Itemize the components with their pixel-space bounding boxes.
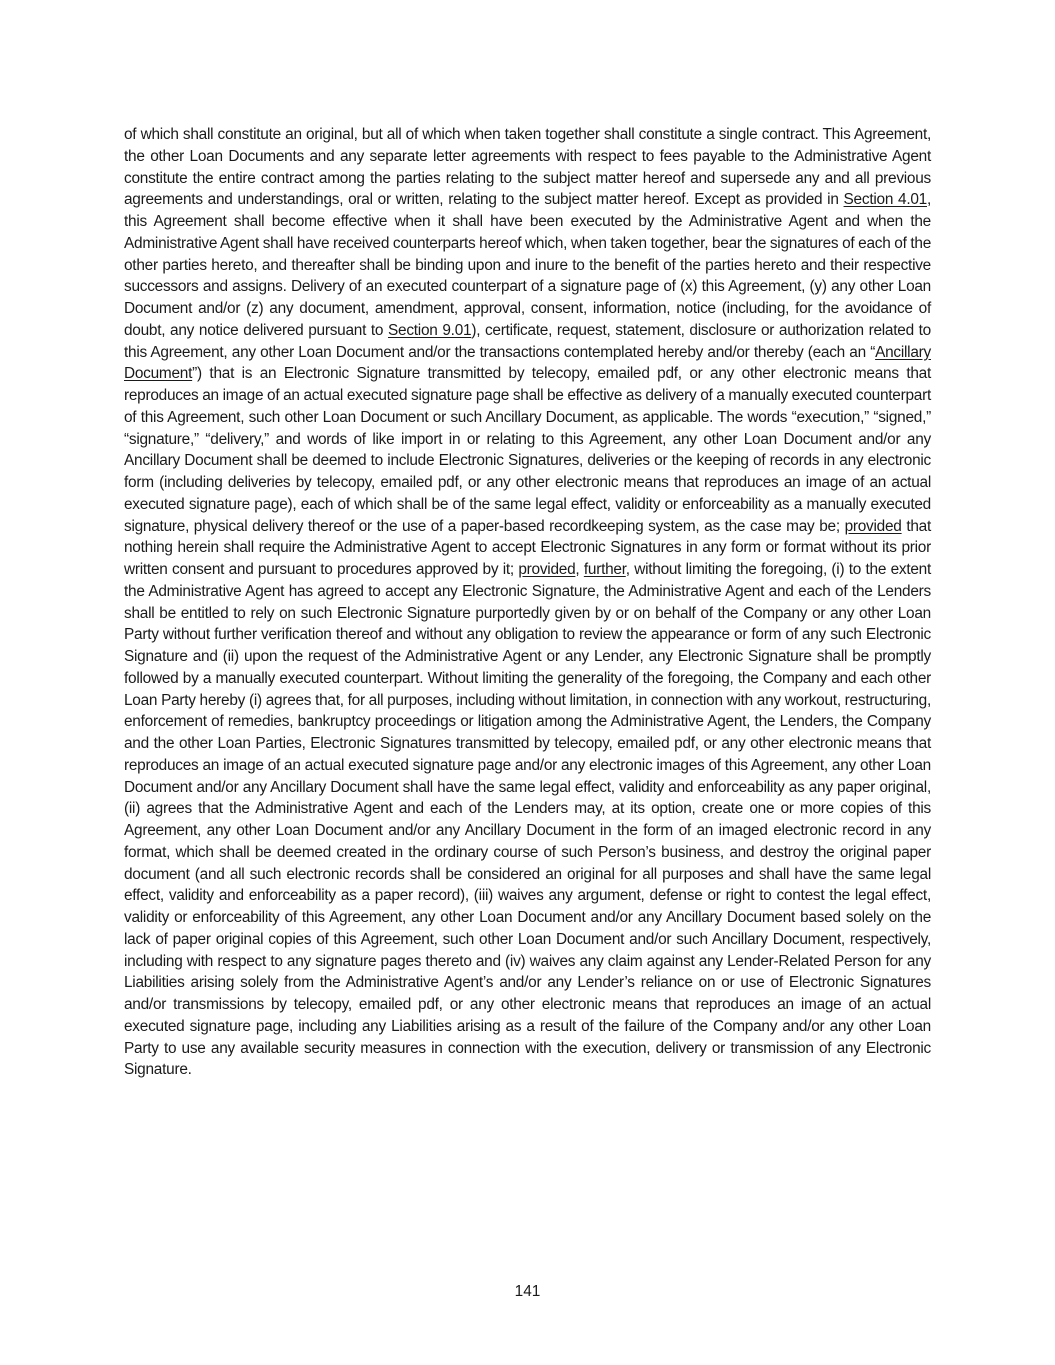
- emphasis-further: further: [583, 561, 626, 578]
- cross-reference-section-9-01: Section 9.01: [388, 321, 472, 339]
- defined-term-ancillary-document: Ancillary Document: [124, 343, 931, 383]
- paragraph-text: , this Agreement shall become effective when it shall have been executed by the Administrative Agent and when the Administrative Agent shall have received counterparts hereof which, when taken together, bear the signatures of each of the other parties hereto, and thereafter shall be binding upon and inure to the benefit of the parties hereto and their respective successors and assigns. Delivery of an executed counterpart of a signature page of (x) this Agreement, (y) any other Loan Document and/or (z) any document, amendment, approval, consent, information, notice (including, for the avoidance of doubt, any notice delivered pursuant to: [124, 191, 931, 339]
- body-paragraph: [124, 124, 931, 1081]
- paragraph-text: , without limiting the foregoing, (i) to the extent the Administrative Agent has agreed to accept any Electronic Signature, the Administrative Agent and each of the Lenders shall be entitled to rely on such Electronic Signature purportedly given by or on behalf of the Company or any other Loan Party without further verification thereof and without any obligation to review the appearance or form of any such Electronic Signature and (ii) upon the request of the Administrative Agent or any Lender, any Electronic Signature shall be promptly followed by a manually executed counterpart. Without limiting the generality of the foregoing, the Company and each other Loan Party hereby (i) agrees that, for all purposes, including without limitation, in connection with any workout, restructuring, enforcement of remedies, bankruptcy proceedings or litigation among the Administrative Agent, the Lenders, the Company and the other Loan Parties, Electronic Signatures transmitted by telecopy, emailed pdf, or any other electronic means that reproduces an image of an actual executed signature page and/or any electronic images of this Agreement, any other Loan Document and/or any Ancillary Document shall have the same legal effect, validity and enforceability as any paper original, (ii) agrees that the Administrative Agent and each of the Lenders may, at its option, create one or more copies of this Agreement, any other Loan Document and/or any Ancillary Document in the form of an imaged electronic record in any format, which shall be deemed created in the ordinary course of such Person’s business, and destroy the original paper document (and all such electronic records shall be considered an original for all purposes and shall have the same legal effect, validity and enforceability as a paper record), (iii) waives any argument, defense or right to contest the legal effect, validity or enforceability of this Agreement, any other Loan Document and/or any Ancillary Document based solely on the lack of paper original copies of this Agreement, such other Loan Document and/or such Ancillary Document, respectively, including with respect to any signature pages thereto and (iv) waives any claim against any Lender-Related Person for any Liabilities arising solely from the Administrative Agent’s and/or any Lender’s reliance on or use of Electronic Signatures and/or transmissions by telecopy, emailed pdf, or any other electronic means that reproduces an image of an actual executed signature page, including any Liabilities arising as a result of the failure of the Company and/or any other Loan Party to use any available security measures in connection with the execution, delivery or transmission of any Electronic Signature.: [124, 561, 931, 1079]
- cross-reference-section-4-01: Section 4.01: [843, 191, 927, 209]
- page-number: 141: [514, 1283, 541, 1300]
- emphasis-provided: provided: [518, 561, 576, 578]
- paragraph-text: ,: [575, 561, 584, 578]
- emphasis-provided: provided: [844, 517, 902, 535]
- paragraph-text: of which shall constitute an original, but all of which when taken together shall constitute a single contract. This Agreement, the other Loan Documents and any separate letter agreements with respect to fees payable to the Administrative Agent constitute the entire contract among the parties relating to the subject matter hereof and supersede any and all previous agreements and understandings, oral or written, relating to the subject matter hereof. Except as provided in: [124, 126, 931, 209]
- paragraph-text: that nothing herein shall require the Administrative Agent to accept Electronic Signatures in any form or format without its prior written consent and pursuant to procedures approved by it;: [124, 517, 931, 578]
- paragraph-text: ”) that is an Electronic Signature transmitted by telecopy, emailed pdf, or any other electronic means that reproduces an image of an actual executed signature page shall be effective as delivery of a manually executed counterpart of this Agreement, such other Loan Document or such Ancillary Document, as applicable. The words “execution,” “signed,” “signature,” “delivery,” and words of like import in or relating to this Agreement, any other Loan Document and/or any Ancillary Document shall be deemed to include Electronic Signatures, deliveries or the keeping of records in any electronic form (including deliveries by telecopy, emailed pdf, or any other electronic means that reproduces an image of an actual executed signature page), each of which shall be of the same legal effect, validity or enforceability as a manually executed signature, physical delivery thereof or the use of a paper-based recordkeeping system, as the case may be;: [124, 365, 931, 535]
- paragraph-text: ), certificate, request, statement, disclosure or authorization related to this Agreement, any other Loan Document and/or the transactions contemplated hereby and/or thereby (each an “: [124, 321, 931, 361]
